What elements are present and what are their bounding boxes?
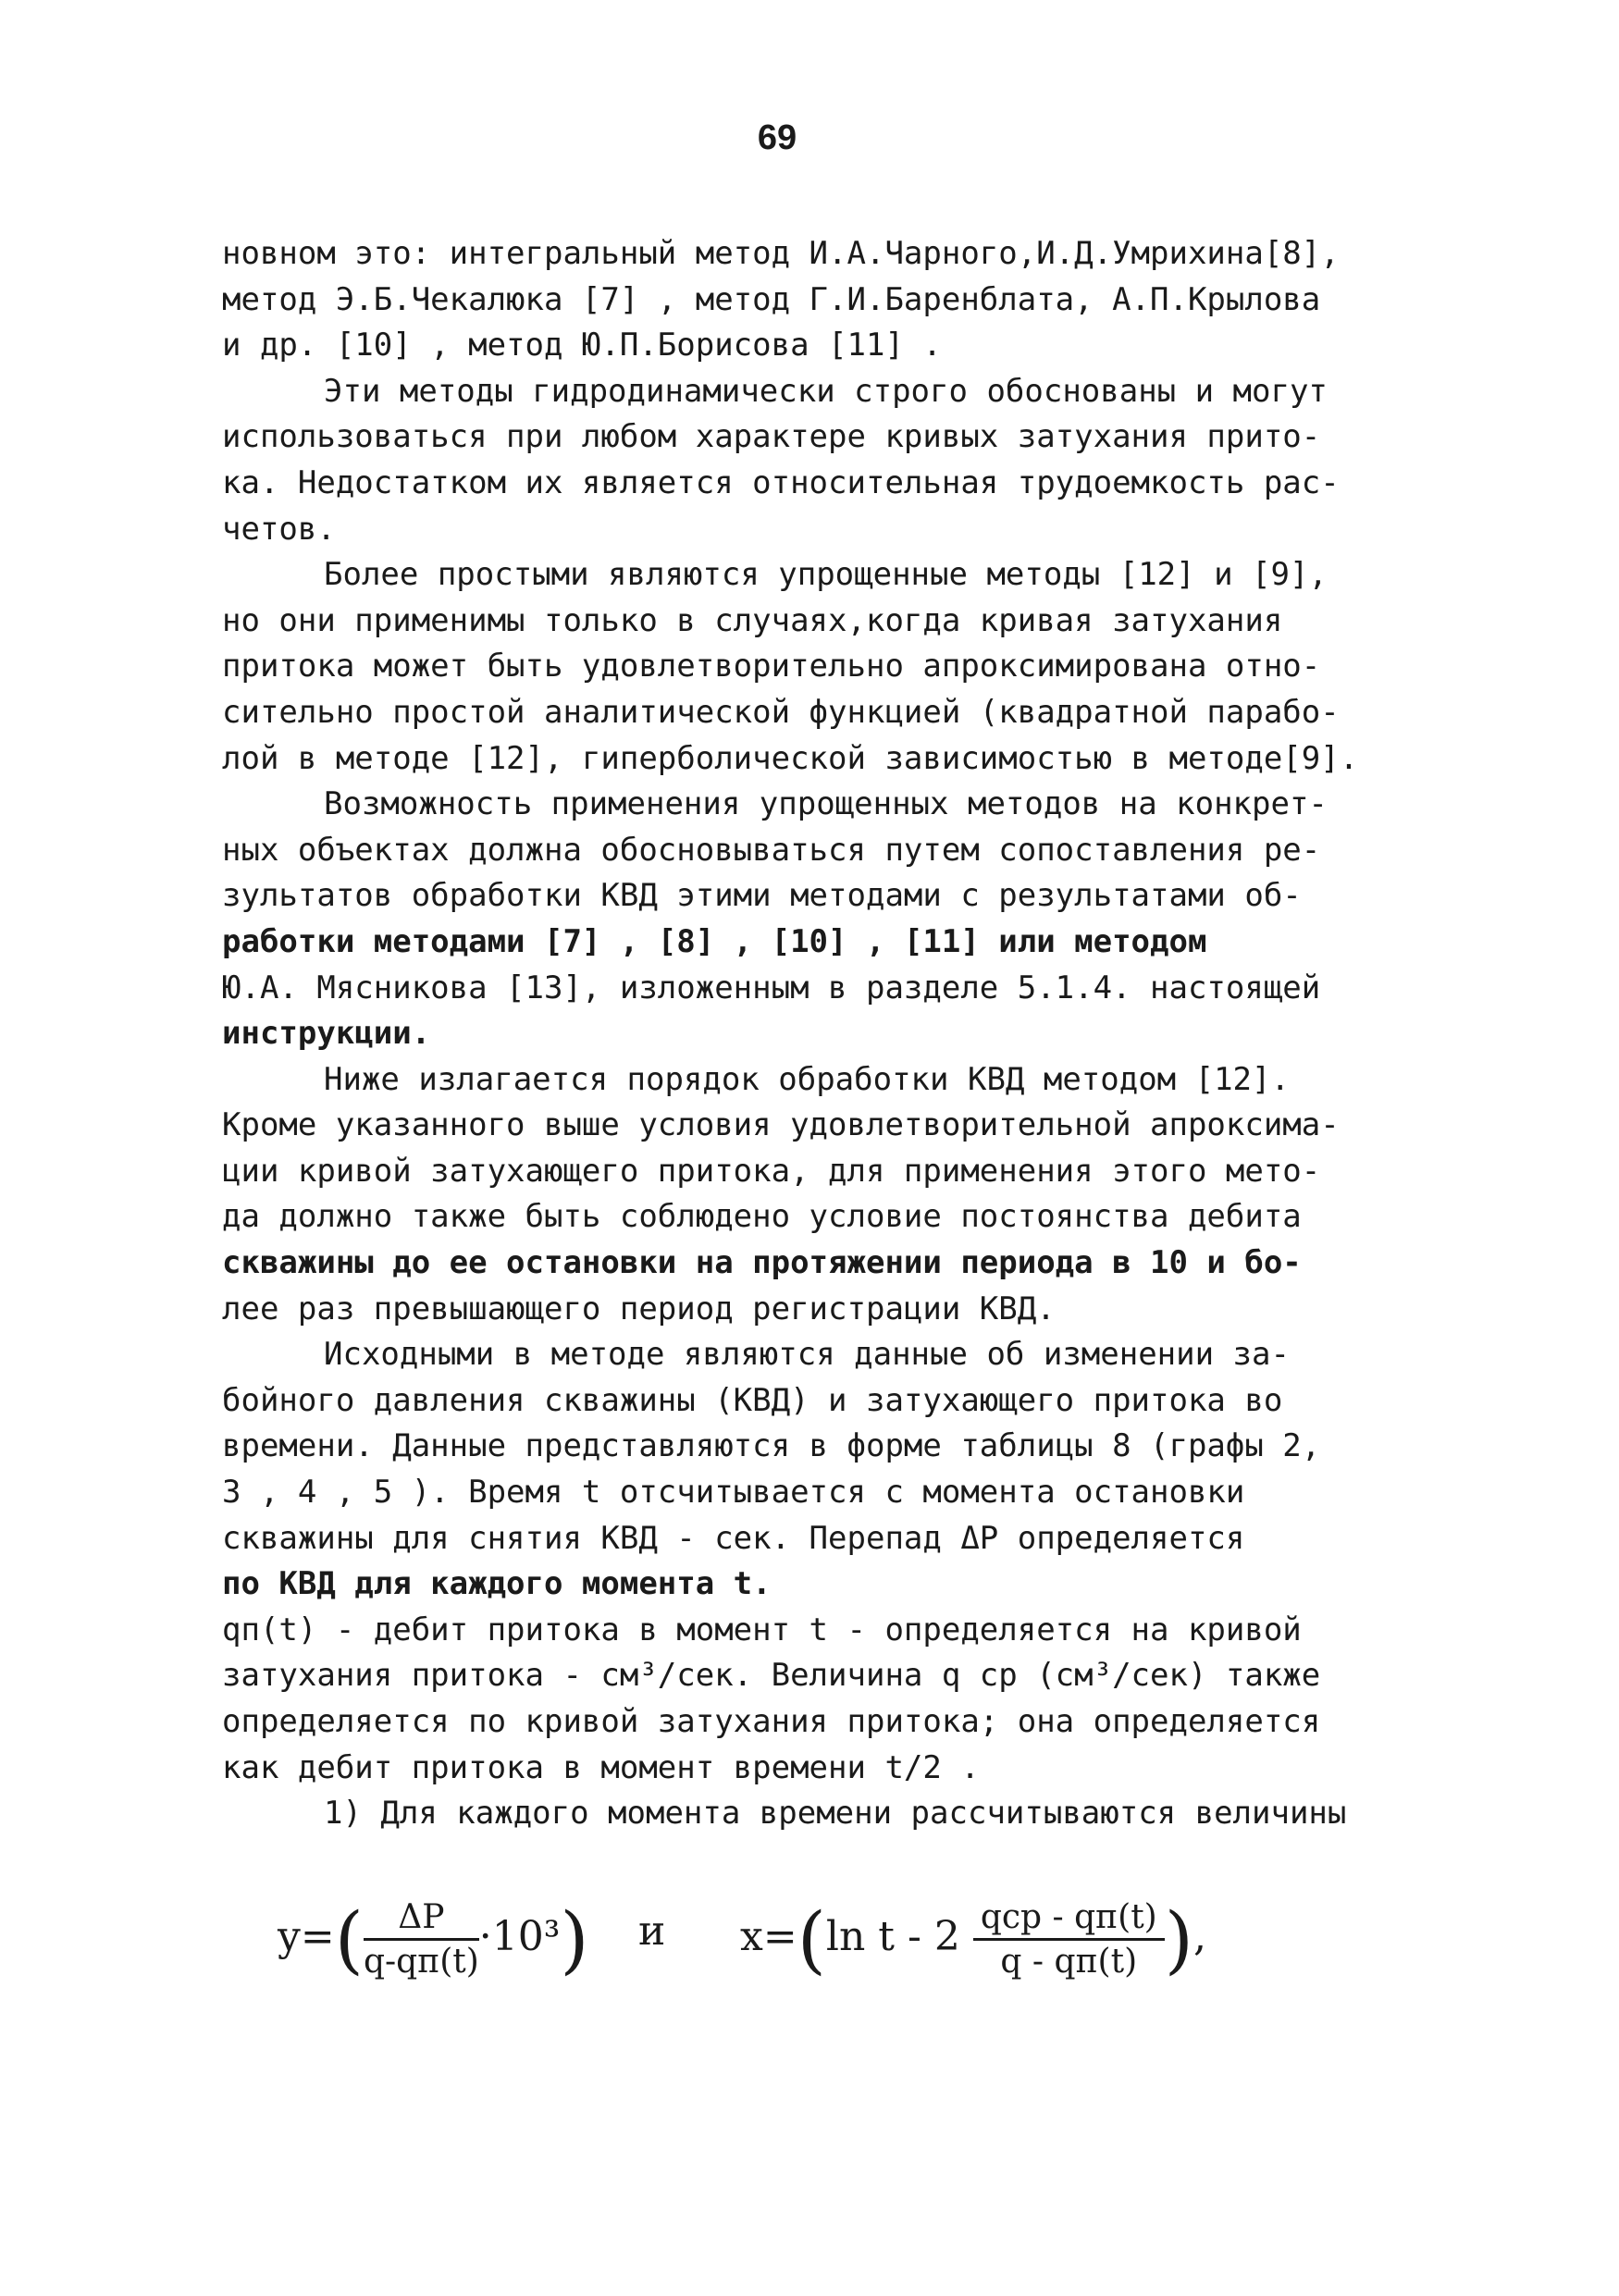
paren-open: ( [334, 1896, 364, 1982]
paren-close: ) [560, 1896, 589, 1982]
text-line: как дебит притока в момент времени t/2 . [222, 1748, 980, 1786]
text-line: Кроме указанного выше условия удовлетворительной апроксима- [222, 1106, 1340, 1144]
text-line: лой в методе [12], гиперболической зависимостью в методе[9]. [222, 739, 1359, 777]
text-line: ка. Недостатком их является относительная трудоемкость рас- [222, 463, 1340, 501]
text-line: работки методами [7] , [8] , [10] , [11] или методом [222, 922, 1207, 960]
formula-connector: и [638, 1907, 666, 1955]
formula-x-denominator: q - qп(t) [1000, 1943, 1138, 1981]
text-line: лее раз превышающего период регистрации КВД. [222, 1290, 1056, 1327]
text-line: затухания притока - см³/сек. Величина q ср (см³/сек) также [222, 1657, 1321, 1695]
formula [278, 1859, 1341, 1989]
text-line: 3 , 4 , 5 ). Время t отсчитывается с момента остановки [222, 1474, 1245, 1512]
text-line: определяется по кривой затухания притока; она определяется [222, 1703, 1321, 1740]
text-line: инструкции. [222, 1015, 431, 1053]
formula-trailing-comma: , [1193, 1913, 1206, 1960]
formula-x [740, 1896, 1206, 1982]
text-line: и др. [10] , метод Ю.П.Борисова [11] . [222, 327, 942, 364]
text-line: использоваться при любом характере кривых затухания прито- [222, 418, 1321, 456]
text-line: сительно простой аналитической функцией (квадратной парабо- [222, 693, 1340, 731]
text-line: но они применимы только в случаях,когда кривая затухания [222, 601, 1283, 639]
formula-x-numerator: qср - qп(t) [973, 1898, 1165, 1941]
text-line: времени. Данные представляются в форме таблицы 8 (графы 2, [222, 1427, 1321, 1465]
body-text [222, 231, 1397, 1837]
text-line: Ниже излагается порядок обработки КВД методом [12]. [324, 1060, 1290, 1098]
paren-close: ) [1164, 1896, 1193, 1982]
text-line: qп(t) - дебит притока в момент t - определяется на кривой [222, 1611, 1302, 1648]
text-line: бойного давления скважины (КВД) и затухающего притока во [222, 1381, 1283, 1419]
text-line: Эти методы гидродинамически строго обоснованы и могут [324, 372, 1328, 410]
text-line: притока может быть удовлетворительно апроксимирована отно- [222, 648, 1321, 685]
text-line: по КВД для каждого момента t. [222, 1565, 772, 1603]
formula-y-tail: ·10³ [478, 1913, 561, 1960]
formula-y-lhs: y= [278, 1913, 335, 1960]
paren-open: ( [797, 1896, 826, 1982]
text-line: Ю.А. Мясникова [13], изложенным в разделе 5.1.4. настоящей [222, 969, 1321, 1006]
text-line: 1) Для каждого момента времени рассчитываются величины [324, 1795, 1347, 1833]
text-line: Исходными в методе являются данные об изменении за- [324, 1336, 1290, 1374]
text-line: зультатов обработки КВД этими методами с результатами об- [222, 877, 1302, 915]
formula-y-denominator: q-qп(t) [363, 1943, 479, 1981]
formula-y-numerator: ΔP [364, 1898, 479, 1941]
text-line: ции кривой затухающего притока, для применения этого мето- [222, 1152, 1321, 1190]
text-line: новном это: интегральный метод И.А.Чарного,И.Д.Умрихина[8], [222, 235, 1340, 272]
text-line: Более простыми являются упрощенные методы [12] и [9], [324, 556, 1328, 594]
text-line: ных объектах должна обосновываться путем сопоставления ре- [222, 831, 1321, 869]
text-line: Возможность применения упрощенных методов на конкрет- [324, 785, 1328, 823]
page-number: 69 [757, 118, 797, 157]
text-line: метод Э.Б.Чекалюка [7] , метод Г.И.Баренблата, А.П.Крылова [222, 280, 1321, 318]
text-line: да должно также быть соблюдено условие постоянства дебита [222, 1198, 1302, 1236]
formula-y-fraction [364, 1898, 479, 1981]
formula-x-fraction [973, 1898, 1165, 1981]
text-line: четов. [222, 510, 336, 548]
formula-x-head: ln t - 2 [825, 1913, 960, 1960]
formula-x-lhs: x= [740, 1913, 797, 1960]
formula-y [278, 1896, 589, 1982]
text-line: скважины для снятия КВД - сек. Перепад ΔP определяется [222, 1519, 1245, 1557]
text-line: скважины до ее остановки на протяжении периода в 10 и бо- [222, 1244, 1302, 1282]
